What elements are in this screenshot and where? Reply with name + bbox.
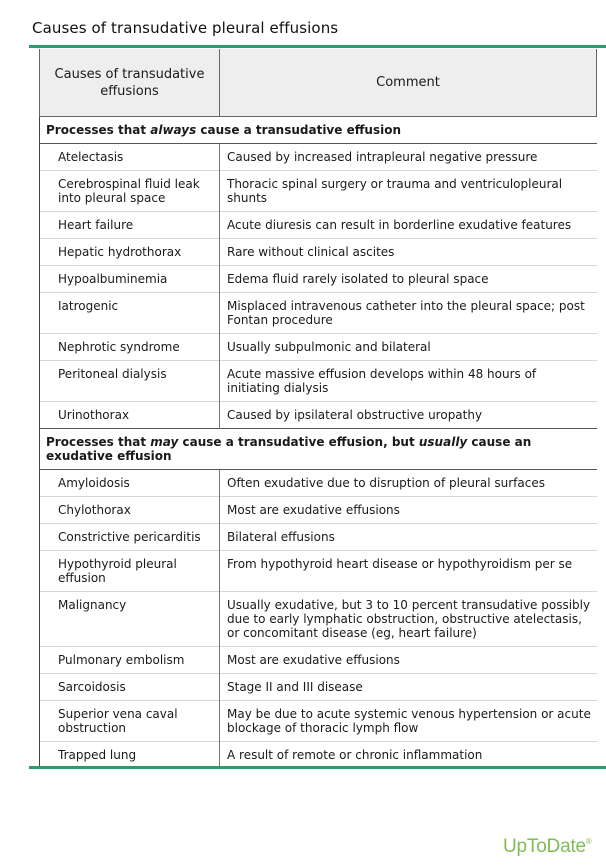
header-comment: Comment bbox=[220, 49, 597, 117]
cause-cell: Chylothorax bbox=[40, 497, 220, 524]
table-row bbox=[40, 551, 597, 592]
section-heading bbox=[40, 429, 597, 470]
cause-cell: Malignancy bbox=[40, 592, 220, 647]
comment-cell: Most are exudative effusions bbox=[220, 647, 597, 674]
table-row bbox=[40, 266, 597, 293]
table-row bbox=[40, 334, 597, 361]
cause-cell: Urinothorax bbox=[40, 402, 220, 429]
table-row bbox=[40, 212, 597, 239]
comment-cell: Bilateral effusions bbox=[220, 524, 597, 551]
comment-cell: Acute massive effusion develops within 48 hours of initiating dialysis bbox=[220, 361, 597, 402]
table-header-row bbox=[40, 49, 597, 117]
table-row bbox=[40, 144, 597, 171]
uptodate-logo: UpToDate® bbox=[503, 836, 592, 857]
table-row bbox=[40, 239, 597, 266]
comment-cell: Stage II and III disease bbox=[220, 674, 597, 701]
table-row bbox=[40, 647, 597, 674]
cause-cell: Cerebrospinal fluid leak into pleural space bbox=[40, 171, 220, 212]
heading-emphasis: always bbox=[150, 123, 197, 137]
table-row bbox=[40, 742, 597, 769]
comment-cell: May be due to acute systemic venous hypertension or acute blockage of thoracic lymph flow bbox=[220, 701, 597, 742]
cause-cell: Peritoneal dialysis bbox=[40, 361, 220, 402]
cause-cell: Hypothyroid pleural effusion bbox=[40, 551, 220, 592]
cause-cell: Iatrogenic bbox=[40, 293, 220, 334]
comment-cell: Often exudative due to disruption of pleural surfaces bbox=[227, 476, 545, 490]
table-row bbox=[40, 497, 597, 524]
table-body bbox=[40, 117, 597, 769]
comment-cell: Usually exudative, but 3 to 10 percent transudative possibly due to early lymphatic obstruction, obstructive atelectasis, or concomitant disease (eg, heart failure) bbox=[220, 592, 597, 647]
section-heading-row bbox=[40, 117, 597, 144]
table-row bbox=[40, 402, 597, 429]
section-heading bbox=[40, 117, 597, 144]
comment-cell: Thoracic spinal surgery or trauma and ventriculopleural shunts bbox=[220, 171, 597, 212]
table-row bbox=[40, 470, 597, 497]
cause-cell: Hypoalbuminemia bbox=[40, 266, 220, 293]
causes-table bbox=[39, 49, 597, 768]
cause-cell: Hepatic hydrothorax bbox=[40, 239, 220, 266]
comment-cell: A result of remote or chronic inflammation bbox=[220, 742, 597, 769]
comment-cell: Caused by ipsilateral obstructive uropathy bbox=[220, 402, 597, 429]
cause-cell: Atelectasis bbox=[40, 144, 220, 171]
heading-text: cause an exudative effusion bbox=[46, 435, 532, 463]
table-row bbox=[40, 524, 597, 551]
comment-cell: From hypothyroid heart disease or hypothyroidism per se bbox=[220, 551, 597, 592]
cause-cell: Constrictive pericarditis bbox=[40, 524, 220, 551]
cause-cell: Pulmonary embolism bbox=[40, 647, 220, 674]
cause-cell: Superior vena caval obstruction bbox=[40, 701, 220, 742]
heading-text: Processes that bbox=[46, 435, 151, 449]
table-row bbox=[40, 592, 597, 647]
comment-cell: Misplaced intravenous catheter into the pleural space; post Fontan procedure bbox=[220, 293, 597, 334]
cause-cell: Sarcoidosis bbox=[40, 674, 220, 701]
comment-cell: Edema fluid rarely isolated to pleural space bbox=[220, 266, 597, 293]
section-heading-row bbox=[40, 429, 597, 470]
cause-cell: Nephrotic syndrome bbox=[40, 334, 220, 361]
table-row bbox=[40, 171, 597, 212]
comment-cell: Caused by increased intrapleural negative pressure bbox=[227, 150, 538, 164]
cause-cell: Heart failure bbox=[40, 212, 220, 239]
comment-cell: Most are exudative effusions bbox=[220, 497, 597, 524]
heading-emphasis: may bbox=[150, 435, 179, 449]
heading-emphasis: usually bbox=[418, 435, 468, 449]
table-row bbox=[40, 701, 597, 742]
heading-text: Processes that bbox=[46, 123, 151, 137]
comment-cell: Usually subpulmonic and bilateral bbox=[220, 334, 597, 361]
heading-text: cause a transudative effusion, but bbox=[178, 435, 419, 449]
bottom-divider bbox=[29, 766, 606, 769]
cause-cell: Trapped lung bbox=[40, 742, 220, 769]
table-row bbox=[40, 674, 597, 701]
document-title: Causes of transudative pleural effusions bbox=[32, 19, 339, 37]
cause-cell: Amyloidosis bbox=[40, 470, 220, 497]
table-row bbox=[40, 293, 597, 334]
table-row bbox=[40, 361, 597, 402]
top-divider bbox=[29, 45, 606, 48]
comment-cell: Rare without clinical ascites bbox=[220, 239, 597, 266]
heading-text: cause a transudative effusion bbox=[196, 123, 402, 137]
comment-cell: Acute diuresis can result in borderline exudative features bbox=[220, 212, 597, 239]
header-causes: Causes of transudative effusions bbox=[40, 49, 220, 117]
